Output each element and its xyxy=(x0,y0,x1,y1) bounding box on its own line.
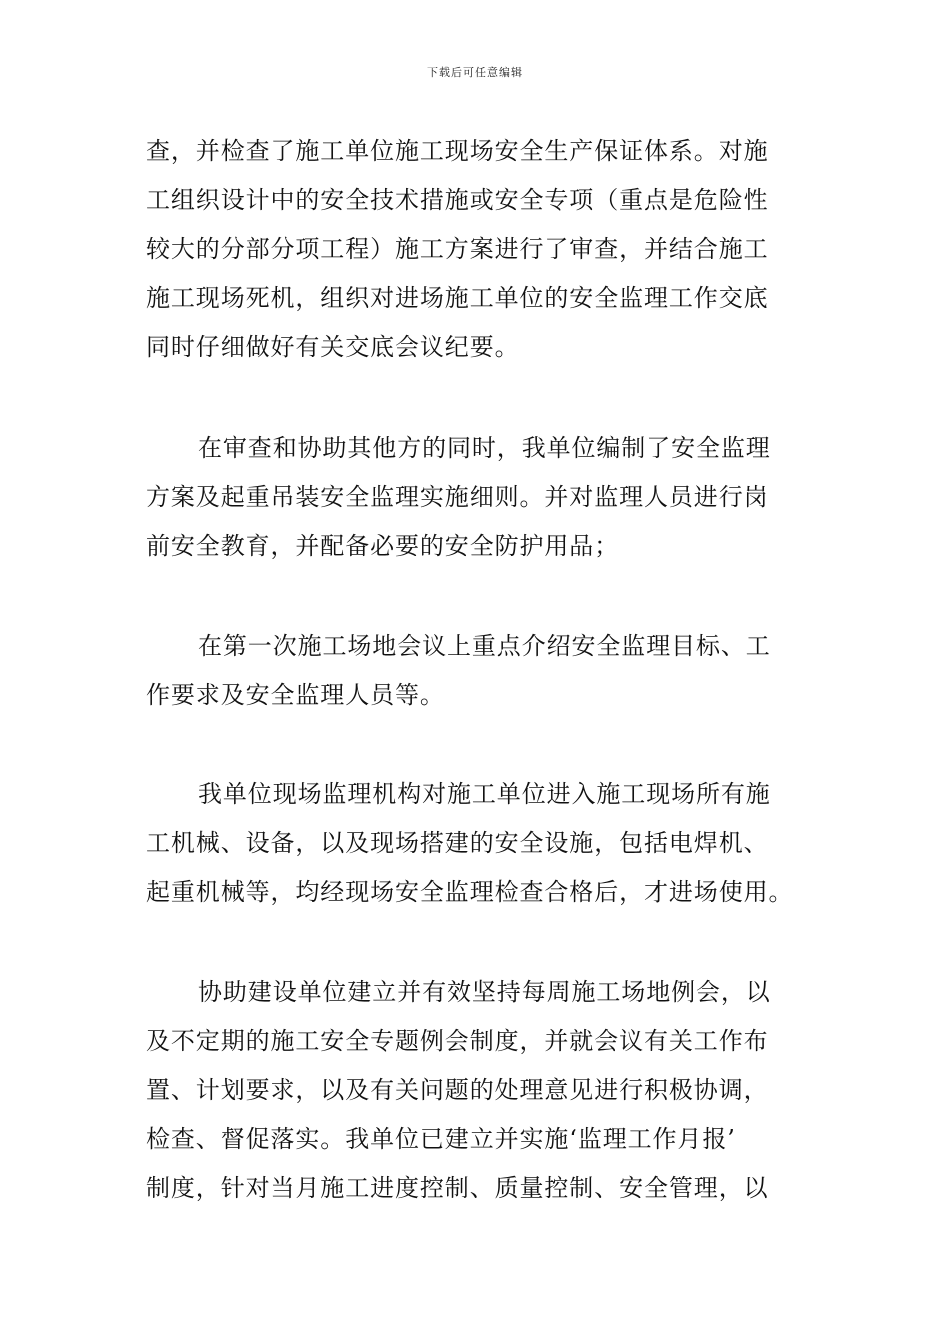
paragraph-2 xyxy=(146,424,810,571)
paragraph-line: 方案及起重吊装安全监理实施细则。并对监理人员进行岗 xyxy=(146,483,769,511)
paragraph-line: 起重机械等，均经现场安全监理检查合格后，才进场使用。 xyxy=(146,878,794,906)
paragraph-line: 检查、督促落实。我单位已建立并实施‘监理工作月报’ xyxy=(146,1125,736,1153)
paragraph-line: 作要求及安全监理人员等。 xyxy=(146,681,445,709)
paragraph-line: 在审查和协助其他方的同时，我单位编制了安全监理 xyxy=(198,434,771,462)
paragraph-line: 在第一次施工场地会议上重点介绍安全监理目标、工 xyxy=(198,632,771,660)
paragraph-line: 工组织设计中的安全技术措施或安全专项（重点是危险性 xyxy=(146,186,769,214)
paragraph-line: 工机械、设备，以及现场搭建的安全设施，包括电焊机、 xyxy=(146,829,769,857)
paragraph-line: 及不定期的施工安全专题例会制度，并就会议有关工作布 xyxy=(146,1027,769,1055)
page-header: 下载后可任意编辑 xyxy=(427,66,523,79)
paragraph-line: 制度，针对当月施工进度控制、质量控制、安全管理，以 xyxy=(146,1174,769,1202)
paragraph-line: 较大的分部分项工程）施工方案进行了审查，并结合施工 xyxy=(146,235,769,263)
paragraph-5 xyxy=(146,968,810,1213)
paragraph-line: 施工现场死机，组织对进场施工单位的安全监理工作交底 xyxy=(146,284,769,312)
paragraph-line: 同时仔细做好有关交底会议纪要。 xyxy=(146,333,520,361)
paragraph-4 xyxy=(146,770,810,917)
paragraph-1 xyxy=(146,127,810,372)
paragraph-3 xyxy=(146,622,810,720)
paragraph-line: 前安全教育，并配备必要的安全防护用品； xyxy=(146,532,620,560)
paragraph-line: 我单位现场监理机构对施工单位进入施工现场所有施 xyxy=(198,780,771,808)
paragraph-line: 协助建设单位建立并有效坚持每周施工场地例会，以 xyxy=(198,978,771,1006)
paragraph-line: 查，并检查了施工单位施工现场安全生产保证体系。对施 xyxy=(146,137,769,165)
paragraph-line: 置、计划要求，以及有关问题的处理意见进行积极协调， xyxy=(146,1076,769,1104)
